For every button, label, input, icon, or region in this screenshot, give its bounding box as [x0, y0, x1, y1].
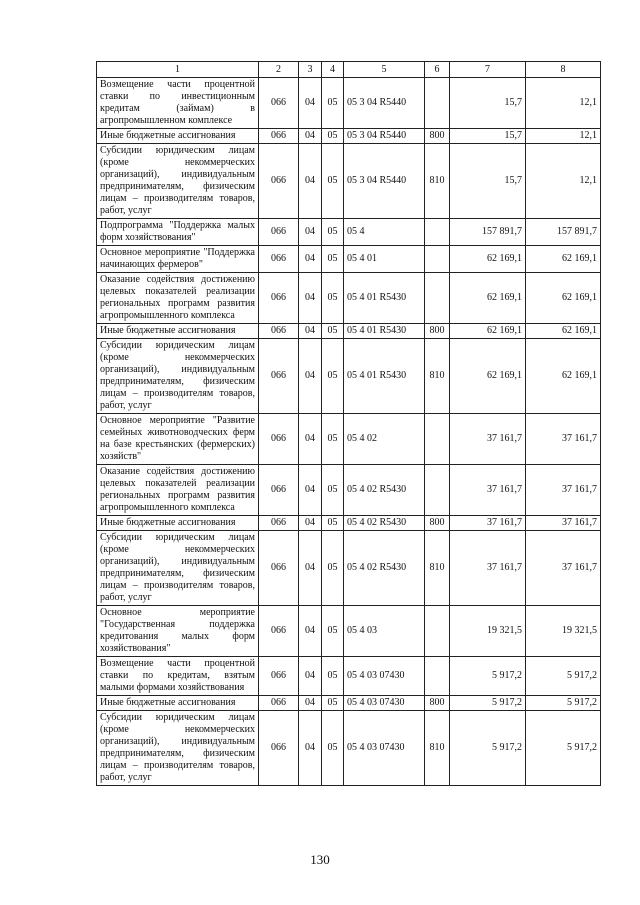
table-row [97, 696, 601, 711]
column-header: 6 [425, 62, 450, 78]
subsection-cell: 05 [322, 78, 344, 129]
section-cell: 04 [299, 465, 322, 516]
target-article-cell: 05 4 02 [344, 414, 425, 465]
item-name-cell: Подпрограмма "Поддержка малых форм хозяйствования" [97, 219, 259, 246]
ministry-code-cell: 066 [259, 273, 299, 324]
item-name-cell: Иные бюджетные ассигнования [97, 516, 259, 531]
amount-year1-cell: 62 169,1 [450, 324, 526, 339]
amount-year1-cell: 5 917,2 [450, 696, 526, 711]
item-name-cell: Субсидии юридическим лицам (кроме некоммерческих организаций), индивидуальным предпринимателям, физическим лицам – производителям товаров, работ, услуг [97, 531, 259, 606]
expense-type-cell: 810 [425, 711, 450, 786]
section-cell: 04 [299, 273, 322, 324]
target-article-cell: 05 4 03 [344, 606, 425, 657]
expense-type-cell: 800 [425, 516, 450, 531]
budget-table [96, 61, 601, 786]
table-row [97, 606, 601, 657]
ministry-code-cell: 066 [259, 711, 299, 786]
expense-type-cell [425, 414, 450, 465]
expense-type-cell [425, 465, 450, 516]
amount-year2-cell: 62 169,1 [526, 339, 601, 414]
amount-year2-cell: 19 321,5 [526, 606, 601, 657]
subsection-cell: 05 [322, 414, 344, 465]
item-name-cell: Возмещение части процентной ставки по инвестиционным кредитам (займам) в агропромышленном комплексе [97, 78, 259, 129]
item-name-cell: Иные бюджетные ассигнования [97, 324, 259, 339]
ministry-code-cell: 066 [259, 339, 299, 414]
section-cell: 04 [299, 144, 322, 219]
subsection-cell: 05 [322, 696, 344, 711]
amount-year1-cell: 37 161,7 [450, 414, 526, 465]
section-cell: 04 [299, 129, 322, 144]
column-header: 4 [322, 62, 344, 78]
column-header: 1 [97, 62, 259, 78]
section-cell: 04 [299, 339, 322, 414]
subsection-cell: 05 [322, 531, 344, 606]
amount-year1-cell: 62 169,1 [450, 273, 526, 324]
page-number: 130 [310, 852, 330, 867]
item-name-cell: Основное мероприятие "Поддержка начинающих фермеров" [97, 246, 259, 273]
table-row [97, 465, 601, 516]
table-row [97, 273, 601, 324]
section-cell: 04 [299, 606, 322, 657]
expense-type-cell [425, 606, 450, 657]
subsection-cell: 05 [322, 516, 344, 531]
table-row [97, 144, 601, 219]
table-row [97, 516, 601, 531]
ministry-code-cell: 066 [259, 219, 299, 246]
amount-year1-cell: 62 169,1 [450, 339, 526, 414]
target-article-cell: 05 4 01 R5430 [344, 339, 425, 414]
ministry-code-cell: 066 [259, 414, 299, 465]
expense-type-cell [425, 78, 450, 129]
ministry-code-cell: 066 [259, 606, 299, 657]
amount-year1-cell: 37 161,7 [450, 516, 526, 531]
expense-type-cell: 800 [425, 324, 450, 339]
section-cell: 04 [299, 78, 322, 129]
subsection-cell: 05 [322, 657, 344, 696]
amount-year2-cell: 62 169,1 [526, 273, 601, 324]
amount-year2-cell: 5 917,2 [526, 711, 601, 786]
column-header: 2 [259, 62, 299, 78]
amount-year2-cell: 62 169,1 [526, 324, 601, 339]
table-row [97, 414, 601, 465]
subsection-cell: 05 [322, 711, 344, 786]
table-row [97, 219, 601, 246]
expense-type-cell: 800 [425, 129, 450, 144]
table-row [97, 78, 601, 129]
target-article-cell: 05 3 04 R5440 [344, 78, 425, 129]
ministry-code-cell: 066 [259, 324, 299, 339]
column-header: 8 [526, 62, 601, 78]
amount-year1-cell: 62 169,1 [450, 246, 526, 273]
target-article-cell: 05 4 02 R5430 [344, 531, 425, 606]
item-name-cell: Субсидии юридическим лицам (кроме некоммерческих организаций), индивидуальным предпринимателям, физическим лицам – производителям товаров, работ, услуг [97, 339, 259, 414]
ministry-code-cell: 066 [259, 696, 299, 711]
amount-year1-cell: 19 321,5 [450, 606, 526, 657]
table-header-row [97, 62, 601, 78]
section-cell: 04 [299, 657, 322, 696]
expense-type-cell: 810 [425, 531, 450, 606]
ministry-code-cell: 066 [259, 657, 299, 696]
amount-year2-cell: 5 917,2 [526, 696, 601, 711]
item-name-cell: Возмещение части процентной ставки по кредитам, взятым малыми формами хозяйствования [97, 657, 259, 696]
ministry-code-cell: 066 [259, 144, 299, 219]
amount-year2-cell: 37 161,7 [526, 531, 601, 606]
table-row [97, 531, 601, 606]
column-header: 5 [344, 62, 425, 78]
item-name-cell: Оказание содействия достижению целевых показателей реализации региональных программ развития агропромышленного комплекса [97, 273, 259, 324]
column-header: 3 [299, 62, 322, 78]
target-article-cell: 05 4 03 07430 [344, 711, 425, 786]
amount-year2-cell: 62 169,1 [526, 246, 601, 273]
table-row [97, 324, 601, 339]
target-article-cell: 05 4 02 R5430 [344, 465, 425, 516]
column-header: 7 [450, 62, 526, 78]
item-name-cell: Основное мероприятие "Развитие семейных животноводческих ферм на базе крестьянских (фермерских) хозяйств" [97, 414, 259, 465]
expense-type-cell [425, 219, 450, 246]
table-row [97, 657, 601, 696]
subsection-cell: 05 [322, 273, 344, 324]
subsection-cell: 05 [322, 339, 344, 414]
target-article-cell: 05 4 02 R5430 [344, 516, 425, 531]
expense-type-cell [425, 273, 450, 324]
section-cell: 04 [299, 696, 322, 711]
section-cell: 04 [299, 711, 322, 786]
target-article-cell: 05 4 [344, 219, 425, 246]
ministry-code-cell: 066 [259, 129, 299, 144]
amount-year2-cell: 37 161,7 [526, 516, 601, 531]
amount-year1-cell: 15,7 [450, 144, 526, 219]
amount-year1-cell: 15,7 [450, 129, 526, 144]
amount-year2-cell: 37 161,7 [526, 465, 601, 516]
subsection-cell: 05 [322, 246, 344, 273]
item-name-cell: Иные бюджетные ассигнования [97, 696, 259, 711]
subsection-cell: 05 [322, 144, 344, 219]
amount-year2-cell: 37 161,7 [526, 414, 601, 465]
section-cell: 04 [299, 324, 322, 339]
item-name-cell: Оказание содействия достижению целевых показателей реализации региональных программ развития агропромышленного комплекса [97, 465, 259, 516]
expense-type-cell: 810 [425, 144, 450, 219]
item-name-cell: Основное мероприятие "Государственная поддержка кредитования малых форм хозяйствования" [97, 606, 259, 657]
section-cell: 04 [299, 246, 322, 273]
table-row [97, 711, 601, 786]
item-name-cell: Иные бюджетные ассигнования [97, 129, 259, 144]
ministry-code-cell: 066 [259, 246, 299, 273]
expense-type-cell [425, 246, 450, 273]
ministry-code-cell: 066 [259, 531, 299, 606]
section-cell: 04 [299, 531, 322, 606]
amount-year1-cell: 15,7 [450, 78, 526, 129]
target-article-cell: 05 4 01 R5430 [344, 324, 425, 339]
ministry-code-cell: 066 [259, 516, 299, 531]
expense-type-cell [425, 657, 450, 696]
ministry-code-cell: 066 [259, 465, 299, 516]
ministry-code-cell: 066 [259, 78, 299, 129]
amount-year1-cell: 37 161,7 [450, 531, 526, 606]
section-cell: 04 [299, 414, 322, 465]
subsection-cell: 05 [322, 606, 344, 657]
subsection-cell: 05 [322, 129, 344, 144]
section-cell: 04 [299, 219, 322, 246]
amount-year1-cell: 5 917,2 [450, 657, 526, 696]
subsection-cell: 05 [322, 465, 344, 516]
item-name-cell: Субсидии юридическим лицам (кроме некоммерческих организаций), индивидуальным предпринимателям, физическим лицам – производителям товаров, работ, услуг [97, 711, 259, 786]
expense-type-cell: 810 [425, 339, 450, 414]
section-cell: 04 [299, 516, 322, 531]
expense-type-cell: 800 [425, 696, 450, 711]
amount-year2-cell: 12,1 [526, 78, 601, 129]
item-name-cell: Субсидии юридическим лицам (кроме некоммерческих организаций), индивидуальным предпринимателям, физическим лицам – производителям товаров, работ, услуг [97, 144, 259, 219]
table-row [97, 129, 601, 144]
target-article-cell: 05 3 04 R5440 [344, 129, 425, 144]
target-article-cell: 05 4 01 R5430 [344, 273, 425, 324]
subsection-cell: 05 [322, 324, 344, 339]
amount-year1-cell: 5 917,2 [450, 711, 526, 786]
amount-year1-cell: 37 161,7 [450, 465, 526, 516]
target-article-cell: 05 4 01 [344, 246, 425, 273]
amount-year2-cell: 157 891,7 [526, 219, 601, 246]
table-body [97, 78, 601, 786]
amount-year2-cell: 12,1 [526, 144, 601, 219]
target-article-cell: 05 3 04 R5440 [344, 144, 425, 219]
table-row [97, 339, 601, 414]
target-article-cell: 05 4 03 07430 [344, 657, 425, 696]
subsection-cell: 05 [322, 219, 344, 246]
amount-year2-cell: 5 917,2 [526, 657, 601, 696]
amount-year1-cell: 157 891,7 [450, 219, 526, 246]
amount-year2-cell: 12,1 [526, 129, 601, 144]
table-row [97, 246, 601, 273]
target-article-cell: 05 4 03 07430 [344, 696, 425, 711]
